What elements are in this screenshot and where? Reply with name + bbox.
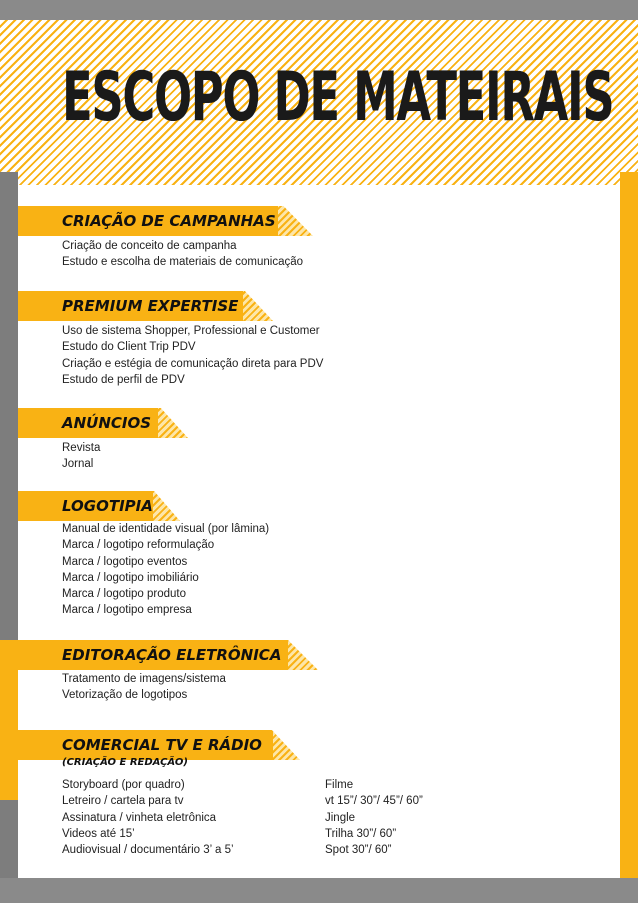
page-title: ESCOPO DE MATEIRAIS — [62, 58, 614, 137]
section-title-editoracao: EDITORAÇÃO ELETRÔNICA — [62, 646, 282, 664]
list-item: Vetorização de logotipos — [62, 689, 188, 702]
list-item: Storyboard (por quadro) — [62, 779, 185, 791]
list-item: vt 15”/ 30”/ 45”/ 60” — [325, 795, 423, 808]
section-list-campanhas — [62, 238, 303, 271]
list-item: Trilha 30”/ 60” — [325, 827, 397, 840]
right-yellow-bar — [620, 172, 638, 903]
section-title-premium: PREMIUM EXPERTISE — [62, 297, 239, 315]
section-list-anuncios — [62, 440, 100, 473]
list-item: Spot 30”/ 60” — [325, 844, 392, 857]
list-item: Marca / logotipo eventos — [62, 555, 188, 568]
list-item: Revista — [62, 442, 101, 454]
list-item: Tratamento de imagens/sistema — [62, 673, 226, 685]
section-list-editoracao — [62, 671, 226, 704]
list-item: Criação de conceito de campanha — [62, 240, 237, 252]
list-item: Marca / logotipo empresa — [62, 604, 192, 617]
list-item: Jingle — [325, 811, 356, 824]
section-subtitle-comercial: (CRIAÇÃO E REDAÇÃO) — [62, 757, 188, 768]
section-title-anuncios: ANÚNCIOS — [62, 414, 152, 432]
list-item: Jornal — [62, 458, 94, 471]
section-title-comercial: COMERCIAL TV E RÁDIO — [62, 736, 262, 754]
section-list-comercial-left — [62, 777, 234, 858]
section-list-premium — [62, 323, 323, 388]
section-title-logotipia: LOGOTIPIA — [62, 497, 153, 515]
section-title-campanhas: CRIAÇÃO DE CAMPANHAS — [62, 212, 276, 230]
list-item: Criação e estégia de comunicação direta para PDV — [62, 357, 324, 370]
section-list-comercial-right — [325, 777, 423, 858]
list-item: Audiovisual / documentário 3’ a 5’ — [62, 844, 234, 857]
list-item: Marca / logotipo produto — [62, 588, 187, 601]
list-item: Estudo de perfil de PDV — [62, 373, 185, 386]
list-item: Manual de identidade visual (por lâmina) — [62, 523, 270, 535]
list-item: Videos até 15’ — [62, 827, 135, 840]
list-item: Filme — [325, 779, 354, 791]
top-grey-bar — [0, 0, 638, 20]
list-item: Marca / logotipo imobiliário — [62, 571, 199, 584]
list-item: Marca / logotipo reformulação — [62, 539, 215, 552]
list-item: Estudo e escolha de materiais de comunicação — [62, 256, 304, 269]
list-item: Assinatura / vinheta eletrônica — [62, 811, 217, 824]
bottom-grey-bar — [0, 878, 638, 903]
list-item: Uso de sistema Shopper, Professional e Customer — [62, 325, 320, 337]
list-item: Estudo do Client Trip PDV — [62, 341, 196, 354]
list-item: Letreiro / cartela para tv — [62, 795, 184, 808]
section-list-logotipia — [62, 521, 269, 619]
